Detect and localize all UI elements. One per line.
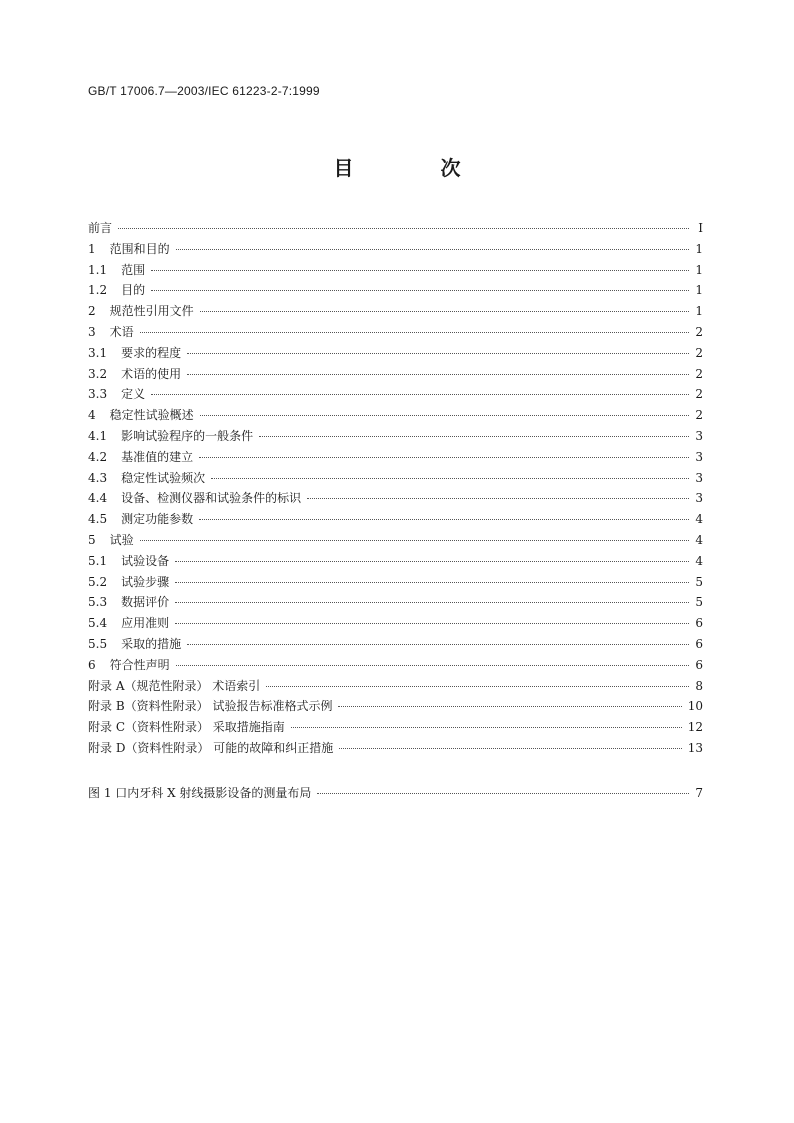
toc-entry[interactable] <box>88 573 703 594</box>
toc-entry-label: 规范性引用文件 <box>109 304 194 319</box>
toc-entry-label: 附录 A（规范性附录） 术语索引 <box>88 678 261 693</box>
toc-entry-number: 5 <box>88 532 96 547</box>
toc-entry-label: 稳定性试验频次 <box>121 470 206 485</box>
toc-entry[interactable] <box>88 531 703 552</box>
toc-entry-page: 5 <box>695 574 703 589</box>
toc-entry-number: 5.3 <box>88 595 108 610</box>
toc-entry[interactable] <box>88 469 703 490</box>
toc-entry[interactable] <box>88 593 703 614</box>
toc-entry-page: 1 <box>695 304 703 319</box>
figure-list <box>88 784 703 805</box>
toc-entry-label: 目的 <box>121 283 146 298</box>
dot-leader <box>175 602 689 603</box>
toc-entry-page: 2 <box>695 366 703 381</box>
standard-number: GB/T 17006.7—2003/IEC 61223-2-7:1999 <box>88 84 320 98</box>
toc-entry-label: 基准值的建立 <box>121 449 194 464</box>
toc-entry-page: 3 <box>695 470 703 485</box>
dot-leader <box>187 353 689 354</box>
toc-entry[interactable] <box>88 323 703 344</box>
toc-entry-page: 10 <box>687 699 703 714</box>
toc-entry-page: 3 <box>695 428 703 443</box>
toc-entry-page: 4 <box>695 512 703 527</box>
toc-entry-label: 测定功能参数 <box>121 512 194 527</box>
dot-leader <box>266 686 689 687</box>
toc-entry-label: 范围和目的 <box>109 241 170 256</box>
toc-entry[interactable] <box>88 718 703 739</box>
toc-entry[interactable] <box>88 427 703 448</box>
dot-leader <box>199 457 689 458</box>
toc-entry-page: 4 <box>695 532 703 547</box>
toc-entry-number: 3.3 <box>88 387 108 402</box>
toc-entry-label: 符合性声明 <box>109 657 170 672</box>
dot-leader <box>259 436 689 437</box>
toc-entry-page: 6 <box>695 616 703 631</box>
toc-entry[interactable] <box>88 281 703 302</box>
toc-entry-label: 数据评价 <box>121 595 170 610</box>
figure-entry-page: 7 <box>695 786 703 800</box>
toc-entry-label: 术语 <box>109 324 134 339</box>
toc-entry-page: 6 <box>695 657 703 672</box>
toc-entry[interactable] <box>88 489 703 510</box>
toc-entry-label: 前言 <box>88 221 113 235</box>
dot-leader <box>151 270 689 271</box>
toc-entry[interactable] <box>88 406 703 427</box>
dot-leader <box>339 748 681 749</box>
toc-entry-number: 5.2 <box>88 574 108 589</box>
toc-entry-page: I <box>698 221 703 235</box>
dot-leader <box>317 793 689 794</box>
toc-entry[interactable] <box>88 739 703 760</box>
toc-entry-number: 1.2 <box>88 283 108 298</box>
toc-entry-page: 2 <box>695 387 703 402</box>
toc-entry-page: 6 <box>695 636 703 651</box>
toc-entry-label: 附录 C（资料性附录） 采取措施指南 <box>88 720 285 735</box>
toc-entry-page: 13 <box>687 740 703 755</box>
toc-entry-label: 定义 <box>121 387 146 402</box>
toc-entry[interactable] <box>88 448 703 469</box>
figure-entry-label: 图 1 口内牙科 X 射线摄影设备的测量布局 <box>88 786 312 800</box>
toc-entry-label: 应用准则 <box>121 616 170 631</box>
toc-entry-number: 1.1 <box>88 262 108 277</box>
dot-leader <box>118 228 689 229</box>
toc-entry-label: 要求的程度 <box>121 345 182 360</box>
dot-leader <box>175 582 689 583</box>
toc-entry-page: 3 <box>695 449 703 464</box>
toc-entry[interactable] <box>88 240 703 261</box>
dot-leader <box>199 519 689 520</box>
toc-entry[interactable] <box>88 302 703 323</box>
toc-entry-page: 1 <box>695 262 703 277</box>
toc-entry-number: 3.2 <box>88 366 108 381</box>
toc-entry-number: 5.5 <box>88 636 108 651</box>
toc-entry-label: 试验 <box>109 532 134 547</box>
toc-entry-label: 影响试验程序的一般条件 <box>121 428 254 443</box>
toc-entry-label: 试验步骤 <box>121 574 170 589</box>
toc-entry-page: 1 <box>695 241 703 256</box>
toc-entry-page: 8 <box>695 678 703 693</box>
toc-entry[interactable] <box>88 552 703 573</box>
toc-entry-page: 2 <box>695 408 703 423</box>
toc-entry-number: 3.1 <box>88 345 108 360</box>
toc-entry-number: 4.4 <box>88 491 108 506</box>
toc-entry[interactable] <box>88 656 703 677</box>
table-of-contents <box>88 219 703 760</box>
page-title: 目 次 <box>333 156 501 180</box>
dot-leader <box>200 415 689 416</box>
toc-entry[interactable] <box>88 261 703 282</box>
toc-entry[interactable] <box>88 614 703 635</box>
toc-entry[interactable] <box>88 677 703 698</box>
toc-entry-label: 术语的使用 <box>121 366 182 381</box>
dot-leader <box>307 498 689 499</box>
toc-entry[interactable] <box>88 635 703 656</box>
toc-entry-number: 5.1 <box>88 553 108 568</box>
toc-entry-number: 4 <box>88 408 96 423</box>
dot-leader <box>176 665 689 666</box>
toc-entry-number: 4.5 <box>88 512 108 527</box>
toc-entry-number: 4.3 <box>88 470 108 485</box>
toc-entry-label: 范围 <box>121 262 146 277</box>
toc-entry-page: 5 <box>695 595 703 610</box>
dot-leader <box>338 706 681 707</box>
dot-leader <box>140 332 689 333</box>
dot-leader <box>175 623 689 624</box>
toc-entry-number: 4.2 <box>88 449 108 464</box>
toc-entry[interactable] <box>88 510 703 531</box>
dot-leader <box>291 727 682 728</box>
toc-entry-label: 采取的措施 <box>121 636 182 651</box>
dot-leader <box>187 644 689 645</box>
toc-entry[interactable] <box>88 344 703 365</box>
toc-entry-label: 试验设备 <box>121 553 170 568</box>
toc-entry[interactable] <box>88 219 703 240</box>
toc-entry-page: 1 <box>695 283 703 298</box>
dot-leader <box>151 394 689 395</box>
dot-leader <box>176 249 689 250</box>
toc-entry-number: 1 <box>88 241 96 256</box>
toc-entry-label: 附录 B（资料性附录） 试验报告标准格式示例 <box>88 699 333 714</box>
dot-leader <box>211 478 689 479</box>
toc-entry-page: 4 <box>695 553 703 568</box>
toc-entry-number: 6 <box>88 657 96 672</box>
dot-leader <box>187 374 689 375</box>
toc-entry-label: 稳定性试验概述 <box>109 408 194 423</box>
toc-entry[interactable] <box>88 365 703 386</box>
toc-entry-page: 2 <box>695 345 703 360</box>
toc-entry[interactable] <box>88 697 703 718</box>
toc-entry-page: 3 <box>695 491 703 506</box>
dot-leader <box>200 311 689 312</box>
figure-entry[interactable] <box>88 784 703 805</box>
dot-leader <box>151 290 689 291</box>
toc-entry-number: 2 <box>88 304 96 319</box>
toc-entry[interactable] <box>88 385 703 406</box>
toc-entry-label: 附录 D（资料性附录） 可能的故障和纠正措施 <box>88 740 334 755</box>
toc-entry-page: 12 <box>687 720 703 735</box>
toc-entry-label: 设备、检测仪器和试验条件的标识 <box>121 491 302 506</box>
toc-entry-number: 5.4 <box>88 616 108 631</box>
dot-leader <box>140 540 689 541</box>
toc-entry-page: 2 <box>695 324 703 339</box>
toc-entry-number: 4.1 <box>88 428 108 443</box>
dot-leader <box>175 561 689 562</box>
toc-entry-number: 3 <box>88 324 96 339</box>
